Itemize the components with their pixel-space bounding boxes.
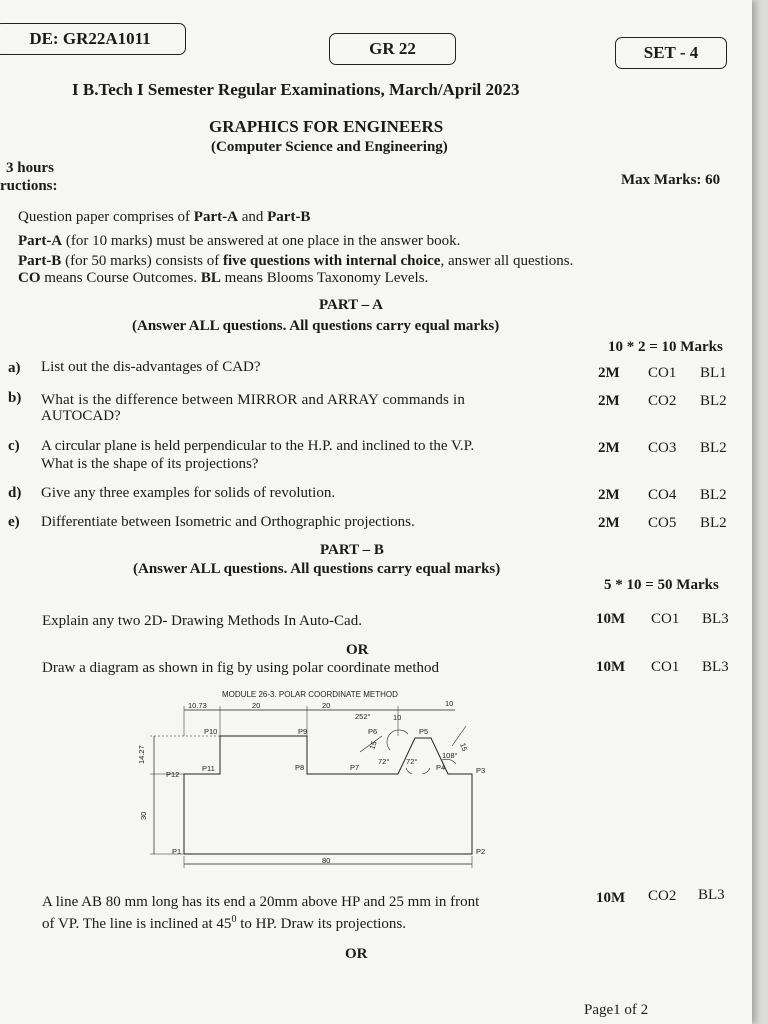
question-bl: BL2 [700,393,727,409]
regulation: GR 22 [369,39,416,58]
instruction-4: CO means Course Outcomes. BL means Blooms Taxonomy Levels. [18,270,429,286]
question-text-cont: AUTOCAD? [41,408,121,424]
question-marks: 2M [598,365,620,381]
figure-title: MODULE 26-3. POLAR COORDINATE METHOD [222,690,398,699]
part-a-marks: 10 * 2 = 10 Marks [608,339,723,355]
part-b-subtitle: (Answer ALL questions. All questions carry equal marks) [133,561,501,577]
instruction-3: Part-B (for 50 marks) consists of five questions with internal choice, answer all questions. [18,253,574,269]
dim-label: 10.73 [188,701,207,710]
page-number: Page1 of 2 [584,1002,649,1018]
regulation-box [329,33,456,65]
point-label: P2 [476,847,486,856]
question-label: b) [8,390,22,406]
part-b-title: PART – B [320,542,384,558]
part-a-subtitle: (Answer ALL questions. All questions carry equal marks) [132,318,500,334]
branch-name: (Computer Science and Engineering) [211,139,448,155]
question-co: CO1 [651,611,680,627]
dim-label: 80 [322,856,331,865]
question-text: A circular plane is held perpendicular to the H.P. and inclined to the V.P. [41,438,475,454]
question-marks: 2M [598,487,620,503]
point-label: P11 [202,764,215,773]
point-label: P7 [350,763,360,772]
point-label: P12 [166,770,180,779]
or-separator: OR [346,642,369,658]
question-bl: BL2 [700,515,727,531]
point-label: P5 [419,727,429,736]
instruction-1: Question paper comprises of Part-A and Part-B [18,209,311,225]
question-co: CO2 [648,888,677,904]
point-label: P1 [172,847,182,856]
dim-label: 15 [458,741,470,753]
question-marks: 10M [596,890,626,906]
or-separator: OR [345,946,368,962]
point-label: P10 [204,727,218,736]
question-label: e) [8,514,20,530]
polar-coordinate-figure [130,686,490,876]
question-marks: 10M [596,611,626,627]
question-text-cont: What is the shape of its projections? [41,456,259,472]
point-label: P8 [295,763,305,772]
max-marks: Max Marks: 60 [621,172,721,188]
question-bl: BL3 [698,887,725,903]
point-label: P6 [368,727,378,736]
question-co: CO2 [648,393,677,409]
question-co: CO4 [648,487,677,503]
angle-label: 72° [378,757,390,766]
instructions-label: ructions: [0,178,58,194]
question-text-cont: of VP. The line is inclined at $45^0$ to HP. Draw its projections. [42,914,407,932]
question-bl: BL3 [702,659,729,675]
dim-label: 20 [322,701,331,710]
part-b-marks: 5 * 10 = 50 Marks [604,577,719,593]
instruction-2: Part-A (for 10 marks) must be answered at one place in the answer book. [18,233,461,249]
question-label: c) [8,438,20,454]
question-co: CO1 [651,659,680,675]
question-label: a) [8,360,21,376]
question-co: CO5 [648,515,677,531]
question-text: List out the dis-advantages of CAD? [41,359,261,375]
angle-label: 252° [355,712,371,721]
question-marks: 2M [598,440,620,456]
dim-label: 10 [445,699,454,708]
question-bl: BL1 [700,365,727,381]
subject-title: GRAPHICS FOR ENGINEERS [209,117,444,136]
dim-label: 15 [367,739,379,751]
question-marks: 2M [598,515,620,531]
question-co: CO1 [648,365,677,381]
question-text: Draw a diagram as shown in fig by using polar coordinate method [42,660,439,676]
question-text: What is the difference between MIRROR and ARRAY commands in [41,392,466,408]
question-text: A line AB 80 mm long has its end a 20mm above HP and 25 mm in front [42,894,480,910]
question-bl: BL2 [700,487,727,503]
angle-label: 72° [406,757,418,766]
figure-outline [184,736,472,854]
point-label: P4 [436,763,446,772]
subject-code: DE: GR22A1011 [29,29,151,48]
question-co: CO3 [648,440,677,456]
point-label: P3 [476,766,486,775]
question-text: Explain any two 2D- Drawing Methods In Auto-Cad. [42,613,362,629]
question-bl: BL3 [702,611,729,627]
set-number: SET - 4 [643,43,699,62]
subject-code-box [0,23,186,55]
question-marks: 2M [598,393,620,409]
point-label: P9 [298,727,308,736]
dim-label: 30 [139,811,148,820]
question-bl: BL2 [700,440,727,456]
question-text: Differentiate between Isometric and Orthographic projections. [41,514,415,530]
question-text: Give any three examples for solids of revolution. [41,485,336,501]
duration: 3 hours [6,160,54,176]
exam-title: I B.Tech I Semester Regular Examinations, March/April 2023 [72,80,520,99]
question-label: d) [8,485,22,501]
dim-label: 10 [393,713,402,722]
dim-label: 20 [252,701,261,710]
question-marks: 10M [596,659,626,675]
part-a-title: PART – A [319,297,383,313]
set-box [615,37,727,69]
dim-label: 14.27 [137,745,146,764]
angle-label: 108° [442,751,458,760]
